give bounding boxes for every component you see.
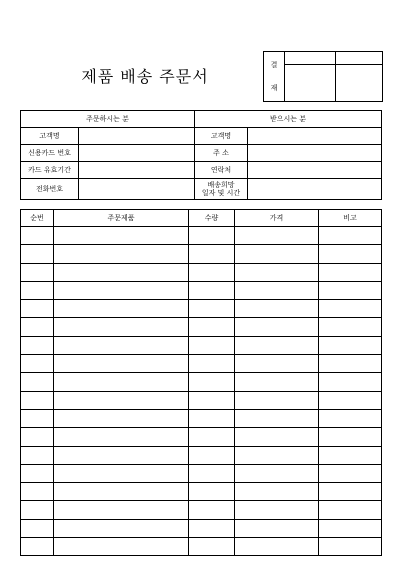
approval-label-bottom: 재: [270, 83, 278, 92]
cell-note[interactable]: [319, 373, 382, 391]
approval-cell-header-2[interactable]: [336, 52, 383, 65]
cell-note[interactable]: [319, 281, 382, 299]
cell-no[interactable]: [21, 355, 54, 373]
approval-label: [264, 52, 285, 102]
cell-qty[interactable]: [189, 373, 235, 391]
cell-note[interactable]: [319, 391, 382, 409]
customer-info-table: [20, 110, 382, 200]
table-row: [21, 373, 382, 391]
table-row: [21, 281, 382, 299]
card-number-field[interactable]: [79, 145, 195, 162]
cell-note[interactable]: [319, 336, 382, 354]
cell-no[interactable]: [21, 300, 54, 318]
cell-price[interactable]: [235, 483, 319, 501]
cell-qty[interactable]: [189, 391, 235, 409]
cell-no[interactable]: [21, 519, 54, 537]
delivery-time-field[interactable]: [248, 179, 382, 200]
card-expiry-label: 카드 유효기간: [21, 162, 79, 179]
cell-qty[interactable]: [189, 464, 235, 482]
cell-qty[interactable]: [189, 300, 235, 318]
cell-product[interactable]: [54, 446, 189, 464]
cell-note[interactable]: [319, 483, 382, 501]
cell-no[interactable]: [21, 446, 54, 464]
card-expiry-field[interactable]: [79, 162, 195, 179]
table-row: [21, 391, 382, 409]
cell-qty[interactable]: [189, 263, 235, 281]
cell-note[interactable]: [319, 519, 382, 537]
order-items-table: [20, 209, 382, 556]
cell-product[interactable]: [54, 281, 189, 299]
table-row: [21, 300, 382, 318]
cell-product[interactable]: [54, 263, 189, 281]
cell-qty[interactable]: [189, 446, 235, 464]
cell-price[interactable]: [235, 300, 319, 318]
cell-product[interactable]: [54, 336, 189, 354]
table-row: [21, 409, 382, 427]
col-header-note: 비고: [319, 210, 382, 227]
table-row: [21, 318, 382, 336]
cell-no[interactable]: [21, 245, 54, 263]
col-header-product: 주문제품: [54, 210, 189, 227]
cell-qty[interactable]: [189, 519, 235, 537]
table-row: [21, 538, 382, 556]
cell-no[interactable]: [21, 391, 54, 409]
contact-label: 연락처: [195, 162, 248, 179]
card-number-label: 신용카드 번호: [21, 145, 79, 162]
cell-price[interactable]: [235, 373, 319, 391]
col-header-price: 가격: [235, 210, 319, 227]
cell-price[interactable]: [235, 501, 319, 519]
cell-product[interactable]: [54, 501, 189, 519]
cell-note[interactable]: [319, 227, 382, 245]
cell-qty[interactable]: [189, 409, 235, 427]
approval-box: [263, 51, 383, 102]
item-rows: [21, 227, 382, 556]
cell-note[interactable]: [319, 446, 382, 464]
cell-no[interactable]: [21, 483, 54, 501]
cell-no[interactable]: [21, 227, 54, 245]
cell-product[interactable]: [54, 300, 189, 318]
cell-note[interactable]: [319, 318, 382, 336]
page-title: 제품 배송 주문서: [81, 67, 209, 86]
table-row: [21, 519, 382, 537]
cell-no[interactable]: [21, 281, 54, 299]
cell-qty[interactable]: [189, 336, 235, 354]
approval-cell-sign-1[interactable]: [285, 65, 336, 102]
cell-note[interactable]: [319, 300, 382, 318]
cell-product[interactable]: [54, 227, 189, 245]
cell-qty[interactable]: [189, 501, 235, 519]
phone-field[interactable]: [79, 179, 195, 200]
receiver-name-field[interactable]: [248, 128, 382, 145]
receiver-header: 받으시는 분: [195, 111, 382, 128]
cell-product[interactable]: [54, 483, 189, 501]
cell-qty[interactable]: [189, 281, 235, 299]
cell-product[interactable]: [54, 355, 189, 373]
cell-no[interactable]: [21, 409, 54, 427]
cell-no[interactable]: [21, 373, 54, 391]
cell-price[interactable]: [235, 391, 319, 409]
table-row: [21, 464, 382, 482]
table-row: [21, 336, 382, 354]
cell-price[interactable]: [235, 227, 319, 245]
cell-price[interactable]: [235, 519, 319, 537]
address-label: 주 소: [195, 145, 248, 162]
cell-product[interactable]: [54, 373, 189, 391]
cell-note[interactable]: [319, 263, 382, 281]
table-row: [21, 446, 382, 464]
cell-no[interactable]: [21, 428, 54, 446]
col-header-no: 순번: [21, 210, 54, 227]
table-row: [21, 263, 382, 281]
cell-price[interactable]: [235, 336, 319, 354]
cell-qty[interactable]: [189, 355, 235, 373]
cell-product[interactable]: [54, 519, 189, 537]
cell-price[interactable]: [235, 464, 319, 482]
delivery-time-label: 배송희망 일자 및 시간: [195, 179, 248, 200]
cell-qty[interactable]: [189, 483, 235, 501]
cell-price[interactable]: [235, 409, 319, 427]
orderer-name-label: 고객명: [21, 128, 79, 145]
cell-note[interactable]: [319, 409, 382, 427]
cell-no[interactable]: [21, 538, 54, 556]
cell-note[interactable]: [319, 501, 382, 519]
cell-price[interactable]: [235, 446, 319, 464]
table-row: [21, 483, 382, 501]
cell-note[interactable]: [319, 464, 382, 482]
cell-note[interactable]: [319, 245, 382, 263]
cell-price[interactable]: [235, 245, 319, 263]
receiver-name-label: 고객명: [195, 128, 248, 145]
cell-product[interactable]: [54, 245, 189, 263]
phone-label: 전화번호: [21, 179, 79, 200]
cell-note[interactable]: [319, 538, 382, 556]
cell-note[interactable]: [319, 428, 382, 446]
address-field[interactable]: [248, 145, 382, 162]
table-row: [21, 501, 382, 519]
cell-price[interactable]: [235, 318, 319, 336]
cell-product[interactable]: [54, 428, 189, 446]
cell-qty[interactable]: [189, 227, 235, 245]
cell-qty[interactable]: [189, 318, 235, 336]
approval-cell-sign-2[interactable]: [336, 65, 383, 102]
approval-cell-header-1[interactable]: [285, 52, 336, 65]
table-row: [21, 428, 382, 446]
table-row: [21, 227, 382, 245]
col-header-qty: 수량: [189, 210, 235, 227]
cell-no[interactable]: [21, 318, 54, 336]
orderer-name-field[interactable]: [79, 128, 195, 145]
cell-price[interactable]: [235, 538, 319, 556]
cell-note[interactable]: [319, 355, 382, 373]
cell-no[interactable]: [21, 336, 54, 354]
approval-label-top: 결: [270, 61, 278, 70]
cell-qty[interactable]: [189, 538, 235, 556]
table-row: [21, 245, 382, 263]
cell-price[interactable]: [235, 355, 319, 373]
cell-price[interactable]: [235, 428, 319, 446]
cell-no[interactable]: [21, 464, 54, 482]
cell-no[interactable]: [21, 501, 54, 519]
cell-product[interactable]: [54, 391, 189, 409]
cell-no[interactable]: [21, 263, 54, 281]
orderer-header: 주문하시는 분: [21, 111, 195, 128]
cell-price[interactable]: [235, 263, 319, 281]
cell-product[interactable]: [54, 318, 189, 336]
cell-qty[interactable]: [189, 428, 235, 446]
cell-product[interactable]: [54, 409, 189, 427]
cell-product[interactable]: [54, 538, 189, 556]
cell-qty[interactable]: [189, 245, 235, 263]
cell-price[interactable]: [235, 281, 319, 299]
cell-product[interactable]: [54, 464, 189, 482]
table-row: [21, 355, 382, 373]
contact-field[interactable]: [248, 162, 382, 179]
